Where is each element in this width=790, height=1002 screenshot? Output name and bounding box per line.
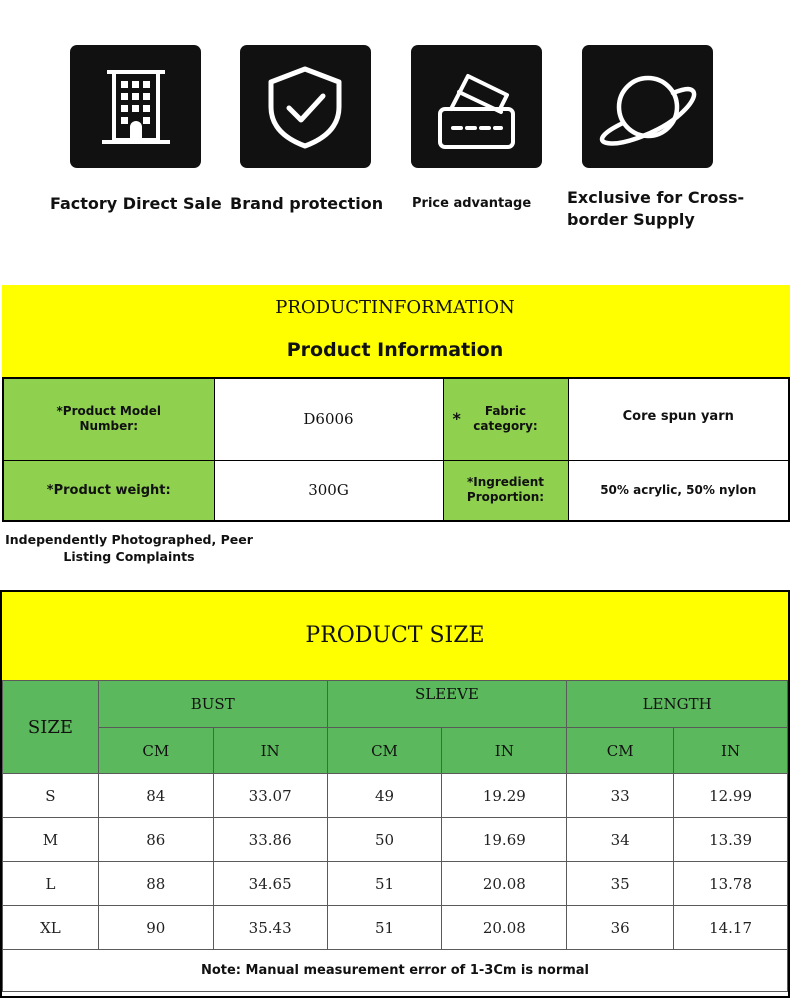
info-row <box>3 460 789 521</box>
bust-in-cell: 34.65 <box>213 862 327 906</box>
sleeve-in-cell: 19.69 <box>442 818 567 862</box>
brand-feature-tile <box>240 45 371 168</box>
sleeve-in-cell: 20.08 <box>442 906 567 950</box>
length-in-cell: 14.17 <box>674 906 788 950</box>
length-in-cell: 12.99 <box>674 774 788 818</box>
sleeve-cm-header: CM <box>327 728 442 774</box>
price-feature-tile <box>411 45 542 168</box>
shield-check-icon <box>240 45 371 168</box>
product-info-table <box>2 377 790 522</box>
ingredient-value: 50% acrylic, 50% nylon <box>568 460 789 521</box>
feature-label-price: Price advantage <box>412 196 532 211</box>
notice-line2: Listing Complaints <box>63 549 195 564</box>
bust-cm-cell: 90 <box>98 906 213 950</box>
length-cm-header: CM <box>567 728 674 774</box>
factory-feature-tile <box>70 45 201 168</box>
size-row <box>3 862 788 906</box>
feature-label-exclusive-line1: Exclusive for Cross- <box>567 188 745 207</box>
feature-label-exclusive-line2: border Supply <box>567 210 695 229</box>
fabric-value: Core spun yarn <box>568 378 789 460</box>
sleeve-cm-cell: 50 <box>327 818 442 862</box>
size-cell: XL <box>3 906 99 950</box>
bust-in-header: IN <box>213 728 327 774</box>
measurement-note: Note: Manual measurement error of 1-3Cm is normal <box>3 950 788 992</box>
info-subheading: Product Information <box>286 339 504 361</box>
feature-label-factory: Factory Direct Sale <box>50 194 222 213</box>
size-group-header-row <box>3 681 788 728</box>
notice-line1: Independently Photographed, Peer <box>5 532 253 547</box>
bust-cm-cell: 86 <box>98 818 213 862</box>
feature-label-brand: Brand protection <box>230 194 384 213</box>
weight-label: *Product weight: <box>3 460 214 521</box>
model-label-line1: *Product Model <box>56 404 161 419</box>
size-row <box>3 818 788 862</box>
info-row <box>3 378 789 460</box>
sleeve-in-header: IN <box>442 728 567 774</box>
fabric-label-line2: category: <box>473 419 538 434</box>
model-label-line2: Number: <box>79 419 139 434</box>
length-cm-cell: 33 <box>567 774 674 818</box>
building-icon <box>70 45 201 168</box>
ingredient-label-line1: *Ingredient <box>466 475 545 490</box>
fabric-star: * <box>452 409 461 428</box>
ingredient-label-cell <box>443 460 568 521</box>
info-heading: PRODUCTINFORMATION <box>275 297 515 318</box>
length-cm-cell: 34 <box>567 818 674 862</box>
fabric-label-line1: Fabric <box>484 404 527 419</box>
size-row <box>3 906 788 950</box>
size-heading: PRODUCT SIZE <box>305 623 485 648</box>
sleeve-in-cell: 19.29 <box>442 774 567 818</box>
bust-in-cell: 33.86 <box>213 818 327 862</box>
sleeve-cm-cell: 51 <box>327 862 442 906</box>
bust-cm-cell: 88 <box>98 862 213 906</box>
weight-value: 300G <box>214 460 443 521</box>
length-cm-cell: 35 <box>567 862 674 906</box>
length-group-header: LENGTH <box>567 681 788 728</box>
length-in-cell: 13.39 <box>674 818 788 862</box>
length-cm-cell: 36 <box>567 906 674 950</box>
size-row <box>3 774 788 818</box>
bust-in-cell: 33.07 <box>213 774 327 818</box>
unit-header-row <box>3 728 788 774</box>
bust-group-header: BUST <box>98 681 327 728</box>
peer-listing-notice <box>4 531 254 565</box>
model-value: D6006 <box>214 378 443 460</box>
fabric-label-cell <box>443 378 568 460</box>
length-in-header: IN <box>674 728 788 774</box>
sleeve-in-cell: 20.08 <box>442 862 567 906</box>
feature-label-exclusive <box>567 187 744 231</box>
bust-cm-cell: 84 <box>98 774 213 818</box>
credit-card-icon <box>411 45 542 168</box>
note-row <box>3 950 788 992</box>
ingredient-label-line2: Proportion: <box>466 490 545 505</box>
size-cell: M <box>3 818 99 862</box>
bust-in-cell: 35.43 <box>213 906 327 950</box>
sleeve-group-header: SLEEVE <box>327 681 567 728</box>
size-chart-table <box>2 680 788 992</box>
bust-cm-header: CM <box>98 728 213 774</box>
planet-icon <box>582 45 713 168</box>
sleeve-cm-cell: 49 <box>327 774 442 818</box>
sleeve-cm-cell: 51 <box>327 906 442 950</box>
exclusive-feature-tile <box>582 45 713 168</box>
size-cell: S <box>3 774 99 818</box>
size-cell: L <box>3 862 99 906</box>
length-in-cell: 13.78 <box>674 862 788 906</box>
size-column-header: SIZE <box>3 681 99 774</box>
model-label-cell <box>3 378 214 460</box>
